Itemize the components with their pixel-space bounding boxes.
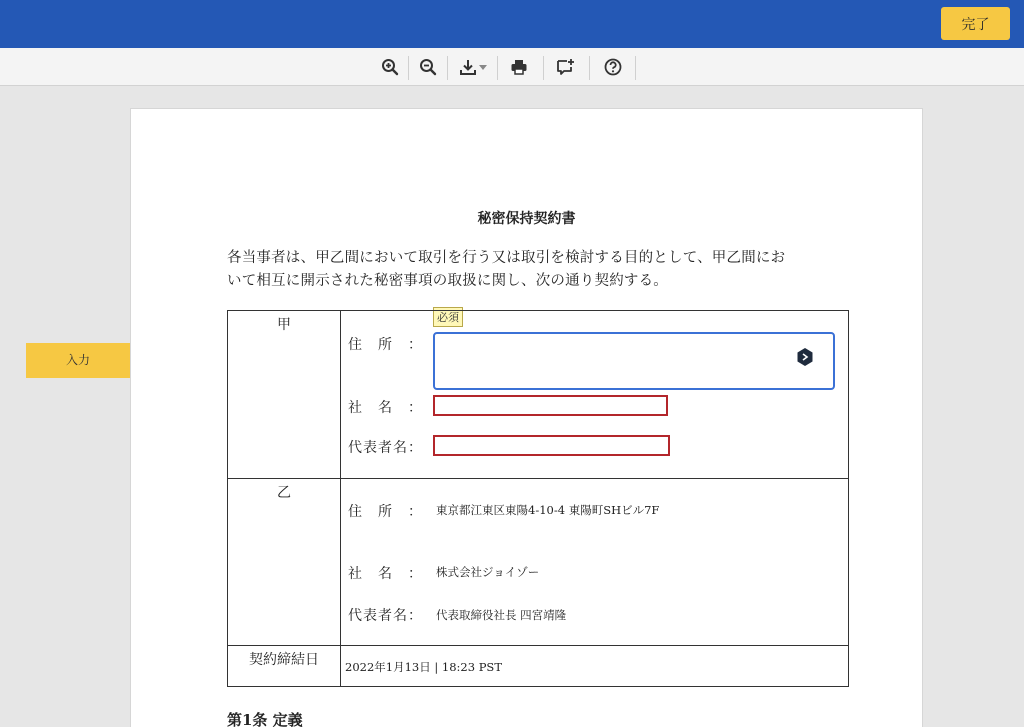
party-a-rep-input[interactable] [433, 435, 670, 456]
done-button[interactable]: 完了 [941, 7, 1010, 40]
party-b-label: 乙 [277, 485, 291, 501]
party-table [227, 310, 849, 687]
toolbar-separator [543, 56, 544, 80]
party-b-address-value: 東京都江東区東陽4-10-4 東陽町SHビル7F [436, 503, 660, 517]
contract-date-label: 契約締結日 [249, 652, 319, 668]
download-button[interactable] [456, 53, 490, 81]
intro-line: 各当事者は、甲乙間において取引を行う又は取引を検討する目的として、甲乙間にお [227, 250, 786, 266]
input-guide-label: 入力 [65, 353, 90, 367]
chevron-down-icon [479, 63, 487, 71]
download-icon [459, 58, 477, 76]
party-a-rep-label: 代表者名： [348, 440, 423, 456]
toolbar-separator [447, 56, 448, 80]
help-icon [604, 58, 622, 76]
input-guide-tag[interactable] [26, 343, 141, 378]
document-page [130, 108, 923, 727]
print-icon [510, 58, 528, 76]
intro-line: いて相互に開示された秘密事項の取扱に関し、次の通り契約する。 [227, 273, 668, 289]
table-divider [228, 645, 848, 646]
party-a-company-input[interactable] [433, 395, 668, 416]
zoom-out-button[interactable] [415, 53, 441, 81]
party-b-rep-label: 代表者名： [348, 608, 423, 624]
party-b-address-label: 住 所 ： [348, 504, 423, 520]
party-b-company-value: 株式会社ジョイゾー [436, 565, 540, 579]
toolbar-separator [408, 56, 409, 80]
party-a-company-label: 社 名 ： [348, 400, 423, 416]
add-comment-icon [556, 58, 576, 76]
top-bar [0, 0, 1024, 48]
intro-paragraph [227, 247, 847, 293]
zoom-in-icon [381, 58, 399, 76]
party-b-company-label: 社 名 ： [348, 566, 423, 582]
document-title: 秘密保持契約書 [477, 211, 576, 227]
party-a-address-input[interactable] [433, 332, 835, 390]
print-button[interactable] [506, 53, 532, 81]
translate-assist-icon[interactable] [797, 348, 813, 366]
document-toolbar [0, 48, 1024, 86]
required-badge: 必須 [433, 307, 463, 327]
table-divider [340, 311, 341, 686]
zoom-out-icon [419, 58, 437, 76]
party-b-rep-value: 代表取締役社長 四宮靖隆 [436, 608, 567, 622]
contract-date-value: 2022年1月13日 | 18:23 PST [345, 660, 502, 674]
zoom-in-button[interactable] [377, 53, 403, 81]
toolbar-separator [589, 56, 590, 80]
add-comment-button[interactable] [552, 53, 580, 81]
help-button[interactable] [600, 53, 626, 81]
party-a-label: 甲 [277, 317, 291, 333]
party-a-address-label: 住 所 ： [348, 337, 423, 353]
toolbar-separator [635, 56, 636, 80]
section-1-title: 第1条 定義 [227, 711, 303, 727]
toolbar-separator [497, 56, 498, 80]
table-divider [228, 478, 848, 479]
